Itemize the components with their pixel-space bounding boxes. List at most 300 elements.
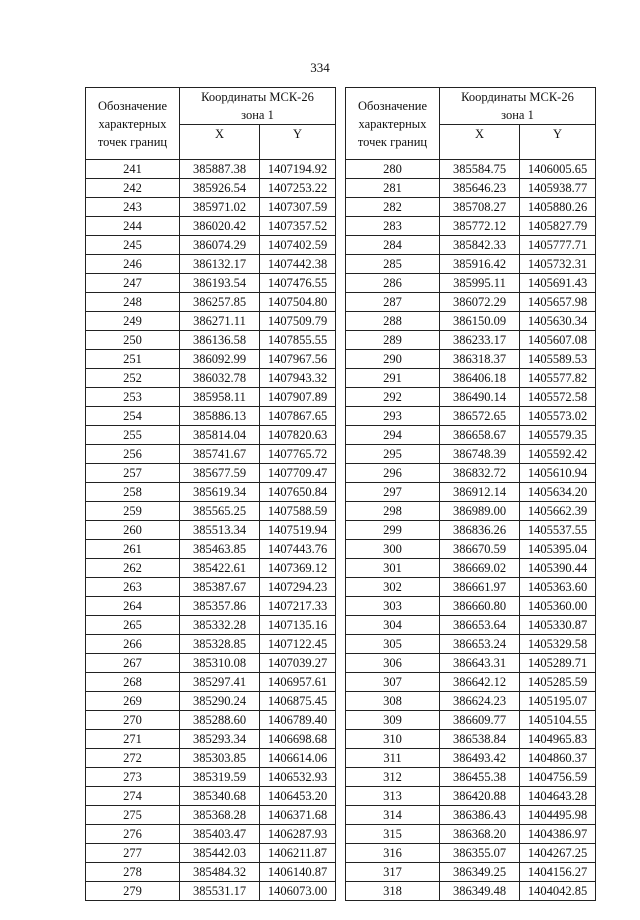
table-row <box>86 597 336 616</box>
x-coordinate-cell: 386020.42 <box>180 217 260 236</box>
right-table-body <box>346 160 596 901</box>
point-number-cell: 295 <box>346 445 440 464</box>
table-row <box>86 236 336 255</box>
table-row <box>86 198 336 217</box>
table-row <box>346 407 596 426</box>
x-coordinate-cell: 386643.31 <box>440 654 520 673</box>
point-number-cell: 311 <box>346 749 440 768</box>
table-row <box>346 293 596 312</box>
table-row <box>346 502 596 521</box>
point-number-cell: 299 <box>346 521 440 540</box>
y-coordinate-cell: 1407039.27 <box>260 654 336 673</box>
x-coordinate-cell: 386355.07 <box>440 844 520 863</box>
x-coordinate-cell: 386642.12 <box>440 673 520 692</box>
x-coordinate-cell: 385442.03 <box>180 844 260 863</box>
table-row <box>86 825 336 844</box>
point-number-cell: 247 <box>86 274 180 293</box>
point-number-cell: 272 <box>86 749 180 768</box>
point-number-cell: 248 <box>86 293 180 312</box>
point-number-cell: 260 <box>86 521 180 540</box>
y-coordinate-cell: 1405691.43 <box>520 274 596 293</box>
table-row <box>86 578 336 597</box>
table-row <box>86 635 336 654</box>
x-coordinate-cell: 386193.54 <box>180 274 260 293</box>
table-row <box>86 217 336 236</box>
point-number-cell: 273 <box>86 768 180 787</box>
x-coordinate-cell: 385310.08 <box>180 654 260 673</box>
x-coordinate-cell: 385887.38 <box>180 160 260 179</box>
x-coordinate-cell: 385332.28 <box>180 616 260 635</box>
x-coordinate-cell: 385422.61 <box>180 559 260 578</box>
x-coordinate-cell: 386455.38 <box>440 768 520 787</box>
table-row <box>86 806 336 825</box>
table-row <box>86 768 336 787</box>
y-coordinate-cell: 1405630.34 <box>520 312 596 331</box>
x-coordinate-cell: 386670.59 <box>440 540 520 559</box>
page-number: 334 <box>310 60 330 75</box>
point-number-cell: 246 <box>86 255 180 274</box>
point-number-cell: 306 <box>346 654 440 673</box>
x-coordinate-cell: 386836.26 <box>440 521 520 540</box>
point-number-cell: 309 <box>346 711 440 730</box>
table-row <box>346 863 596 882</box>
y-coordinate-cell: 1407588.59 <box>260 502 336 521</box>
point-number-cell: 315 <box>346 825 440 844</box>
point-number-cell: 279 <box>86 882 180 901</box>
point-number-cell: 305 <box>346 635 440 654</box>
y-coordinate-cell: 1405363.60 <box>520 578 596 597</box>
point-number-cell: 318 <box>346 882 440 901</box>
point-number-cell: 280 <box>346 160 440 179</box>
y-coordinate-cell: 1406371.68 <box>260 806 336 825</box>
table-row <box>346 768 596 787</box>
table-row <box>86 293 336 312</box>
y-coordinate-cell: 1407650.84 <box>260 483 336 502</box>
table-row <box>346 597 596 616</box>
y-coordinate-cell: 1406614.06 <box>260 749 336 768</box>
y-coordinate-cell: 1405573.02 <box>520 407 596 426</box>
table-row <box>346 388 596 407</box>
table-row <box>346 464 596 483</box>
point-number-cell: 249 <box>86 312 180 331</box>
y-coordinate-cell: 1405732.31 <box>520 255 596 274</box>
point-number-cell: 255 <box>86 426 180 445</box>
y-coordinate-cell: 1407765.72 <box>260 445 336 464</box>
point-number-cell: 287 <box>346 293 440 312</box>
x-column-header: X <box>440 125 520 160</box>
point-number-cell: 289 <box>346 331 440 350</box>
x-coordinate-cell: 385288.60 <box>180 711 260 730</box>
x-coordinate-cell: 385646.23 <box>440 179 520 198</box>
point-number-cell: 293 <box>346 407 440 426</box>
x-coordinate-cell: 385995.11 <box>440 274 520 293</box>
x-coordinate-cell: 385368.28 <box>180 806 260 825</box>
y-coordinate-cell: 1405285.59 <box>520 673 596 692</box>
y-coordinate-cell: 1405657.98 <box>520 293 596 312</box>
table-row <box>346 369 596 388</box>
x-coordinate-cell: 386349.48 <box>440 882 520 901</box>
table-row <box>86 255 336 274</box>
point-number-cell: 268 <box>86 673 180 692</box>
x-coordinate-cell: 386669.02 <box>440 559 520 578</box>
point-number-cell: 277 <box>86 844 180 863</box>
x-coordinate-cell: 385387.67 <box>180 578 260 597</box>
x-coordinate-cell: 386406.18 <box>440 369 520 388</box>
point-number-cell: 317 <box>346 863 440 882</box>
table-row <box>346 198 596 217</box>
table-row <box>86 654 336 673</box>
y-coordinate-cell: 1404756.59 <box>520 768 596 787</box>
table-row <box>86 502 336 521</box>
y-coordinate-cell: 1405592.42 <box>520 445 596 464</box>
point-number-cell: 263 <box>86 578 180 597</box>
y-coordinate-cell: 1405572.58 <box>520 388 596 407</box>
y-coordinate-cell: 1407369.12 <box>260 559 336 578</box>
point-number-cell: 261 <box>86 540 180 559</box>
point-number-cell: 294 <box>346 426 440 445</box>
x-column-header: X <box>180 125 260 160</box>
point-number-cell: 262 <box>86 559 180 578</box>
x-coordinate-cell: 386032.78 <box>180 369 260 388</box>
y-coordinate-cell: 1406789.40 <box>260 711 336 730</box>
x-coordinate-cell: 386150.09 <box>440 312 520 331</box>
x-coordinate-cell: 386074.29 <box>180 236 260 255</box>
y-coordinate-cell: 1405777.71 <box>520 236 596 255</box>
x-coordinate-cell: 385971.02 <box>180 198 260 217</box>
table-row <box>346 331 596 350</box>
table-row <box>346 825 596 844</box>
point-designation-header <box>86 88 180 160</box>
table-row <box>346 160 596 179</box>
x-coordinate-cell: 385916.42 <box>440 255 520 274</box>
table-row <box>346 217 596 236</box>
table-row <box>86 369 336 388</box>
table-row <box>86 711 336 730</box>
point-number-cell: 308 <box>346 692 440 711</box>
y-coordinate-cell: 1407519.94 <box>260 521 336 540</box>
x-coordinate-cell: 385293.34 <box>180 730 260 749</box>
header-line: характерных <box>98 116 167 131</box>
table-row <box>86 540 336 559</box>
table-row <box>346 179 596 198</box>
x-coordinate-cell: 385484.32 <box>180 863 260 882</box>
table-row <box>346 616 596 635</box>
coordinates-table-left <box>85 87 336 901</box>
x-coordinate-cell: 385814.04 <box>180 426 260 445</box>
table-row <box>346 882 596 901</box>
y-coordinate-cell: 1407217.33 <box>260 597 336 616</box>
header-line: зона 1 <box>501 108 534 122</box>
header-line: Координаты МСК-26 <box>461 90 574 104</box>
y-coordinate-cell: 1405390.44 <box>520 559 596 578</box>
y-coordinate-cell: 1407135.16 <box>260 616 336 635</box>
x-coordinate-cell: 386132.17 <box>180 255 260 274</box>
x-coordinate-cell: 386661.97 <box>440 578 520 597</box>
y-coordinate-cell: 1405634.20 <box>520 483 596 502</box>
table-row <box>86 692 336 711</box>
x-coordinate-cell: 386624.23 <box>440 692 520 711</box>
header-line: зона 1 <box>241 108 274 122</box>
x-coordinate-cell: 385357.86 <box>180 597 260 616</box>
table-row <box>86 464 336 483</box>
x-coordinate-cell: 386572.65 <box>440 407 520 426</box>
table-row <box>346 749 596 768</box>
x-coordinate-cell: 386420.88 <box>440 787 520 806</box>
x-coordinate-cell: 385584.75 <box>440 160 520 179</box>
point-number-cell: 266 <box>86 635 180 654</box>
table-row <box>86 312 336 331</box>
point-number-cell: 314 <box>346 806 440 825</box>
y-coordinate-cell: 1405662.39 <box>520 502 596 521</box>
y-coordinate-cell: 1407194.92 <box>260 160 336 179</box>
point-number-cell: 302 <box>346 578 440 597</box>
point-number-cell: 254 <box>86 407 180 426</box>
table-row <box>346 578 596 597</box>
point-number-cell: 297 <box>346 483 440 502</box>
coordinates-header <box>180 88 336 125</box>
x-coordinate-cell: 386658.67 <box>440 426 520 445</box>
x-coordinate-cell: 385677.59 <box>180 464 260 483</box>
left-table-body <box>86 160 336 901</box>
y-coordinate-cell: 1406532.93 <box>260 768 336 787</box>
y-coordinate-cell: 1407402.59 <box>260 236 336 255</box>
table-row <box>346 540 596 559</box>
point-number-cell: 281 <box>346 179 440 198</box>
y-coordinate-cell: 1405610.94 <box>520 464 596 483</box>
point-number-cell: 301 <box>346 559 440 578</box>
y-coordinate-cell: 1405537.55 <box>520 521 596 540</box>
y-coordinate-cell: 1407504.80 <box>260 293 336 312</box>
y-coordinate-cell: 1407307.59 <box>260 198 336 217</box>
y-coordinate-cell: 1406005.65 <box>520 160 596 179</box>
y-coordinate-cell: 1407443.76 <box>260 540 336 559</box>
point-number-cell: 270 <box>86 711 180 730</box>
x-coordinate-cell: 385463.85 <box>180 540 260 559</box>
y-coordinate-cell: 1407943.32 <box>260 369 336 388</box>
table-row <box>346 711 596 730</box>
point-number-cell: 256 <box>86 445 180 464</box>
y-coordinate-cell: 1407122.45 <box>260 635 336 654</box>
x-coordinate-cell: 385319.59 <box>180 768 260 787</box>
y-coordinate-cell: 1407820.63 <box>260 426 336 445</box>
x-coordinate-cell: 386490.14 <box>440 388 520 407</box>
table-row <box>346 483 596 502</box>
table-row <box>86 445 336 464</box>
table-row <box>86 331 336 350</box>
point-number-cell: 251 <box>86 350 180 369</box>
table-row <box>346 255 596 274</box>
point-number-cell: 242 <box>86 179 180 198</box>
x-coordinate-cell: 386386.43 <box>440 806 520 825</box>
y-coordinate-cell: 1405329.58 <box>520 635 596 654</box>
table-row <box>86 388 336 407</box>
table-row <box>346 236 596 255</box>
x-coordinate-cell: 386493.42 <box>440 749 520 768</box>
y-coordinate-cell: 1405880.26 <box>520 198 596 217</box>
point-number-cell: 250 <box>86 331 180 350</box>
y-coordinate-cell: 1407967.56 <box>260 350 336 369</box>
y-coordinate-cell: 1405577.82 <box>520 369 596 388</box>
y-coordinate-cell: 1405104.55 <box>520 711 596 730</box>
y-coordinate-cell: 1406140.87 <box>260 863 336 882</box>
point-number-cell: 290 <box>346 350 440 369</box>
table-row <box>346 673 596 692</box>
point-number-cell: 310 <box>346 730 440 749</box>
x-coordinate-cell: 385328.85 <box>180 635 260 654</box>
x-coordinate-cell: 385513.34 <box>180 521 260 540</box>
x-coordinate-cell: 385886.13 <box>180 407 260 426</box>
point-number-cell: 274 <box>86 787 180 806</box>
y-coordinate-cell: 1404965.83 <box>520 730 596 749</box>
y-coordinate-cell: 1405589.53 <box>520 350 596 369</box>
table-row <box>86 350 336 369</box>
y-coordinate-cell: 1405289.71 <box>520 654 596 673</box>
y-coordinate-cell: 1406698.68 <box>260 730 336 749</box>
x-coordinate-cell: 385565.25 <box>180 502 260 521</box>
table-row <box>86 521 336 540</box>
table-row <box>86 844 336 863</box>
table-row <box>346 559 596 578</box>
y-coordinate-cell: 1407476.55 <box>260 274 336 293</box>
y-coordinate-cell: 1407253.22 <box>260 179 336 198</box>
x-coordinate-cell: 386989.00 <box>440 502 520 521</box>
y-coordinate-cell: 1406957.61 <box>260 673 336 692</box>
header-line: Обозначение <box>97 98 168 113</box>
x-coordinate-cell: 385842.33 <box>440 236 520 255</box>
y-coordinate-cell: 1406875.45 <box>260 692 336 711</box>
table-row <box>346 635 596 654</box>
table-row <box>86 882 336 901</box>
x-coordinate-cell: 385340.68 <box>180 787 260 806</box>
point-number-cell: 283 <box>346 217 440 236</box>
x-coordinate-cell: 386318.37 <box>440 350 520 369</box>
point-number-cell: 307 <box>346 673 440 692</box>
x-coordinate-cell: 386912.14 <box>440 483 520 502</box>
y-coordinate-cell: 1405579.35 <box>520 426 596 445</box>
point-number-cell: 252 <box>86 369 180 388</box>
point-number-cell: 292 <box>346 388 440 407</box>
point-number-cell: 312 <box>346 768 440 787</box>
point-number-cell: 286 <box>346 274 440 293</box>
table-row <box>86 749 336 768</box>
point-number-cell: 276 <box>86 825 180 844</box>
point-number-cell: 284 <box>346 236 440 255</box>
x-coordinate-cell: 385403.47 <box>180 825 260 844</box>
point-number-cell: 264 <box>86 597 180 616</box>
point-number-cell: 291 <box>346 369 440 388</box>
point-number-cell: 278 <box>86 863 180 882</box>
table-row <box>346 350 596 369</box>
point-number-cell: 282 <box>346 198 440 217</box>
y-coordinate-cell: 1406073.00 <box>260 882 336 901</box>
table-row <box>346 844 596 863</box>
point-number-cell: 259 <box>86 502 180 521</box>
table-row <box>346 312 596 331</box>
x-coordinate-cell: 385531.17 <box>180 882 260 901</box>
y-coordinate-cell: 1404860.37 <box>520 749 596 768</box>
y-coordinate-cell: 1404156.27 <box>520 863 596 882</box>
point-number-cell: 241 <box>86 160 180 179</box>
y-coordinate-cell: 1407907.89 <box>260 388 336 407</box>
coordinates-header <box>440 88 596 125</box>
table-row <box>86 559 336 578</box>
point-number-cell: 288 <box>346 312 440 331</box>
x-coordinate-cell: 386368.20 <box>440 825 520 844</box>
point-number-cell: 244 <box>86 217 180 236</box>
point-number-cell: 304 <box>346 616 440 635</box>
point-number-cell: 313 <box>346 787 440 806</box>
table-row <box>86 160 336 179</box>
table-row <box>86 730 336 749</box>
x-coordinate-cell: 386233.17 <box>440 331 520 350</box>
point-number-cell: 303 <box>346 597 440 616</box>
coordinates-table-right <box>345 87 596 901</box>
x-coordinate-cell: 386538.84 <box>440 730 520 749</box>
table-row <box>346 787 596 806</box>
point-number-cell: 285 <box>346 255 440 274</box>
point-number-cell: 271 <box>86 730 180 749</box>
y-coordinate-cell: 1407709.47 <box>260 464 336 483</box>
x-coordinate-cell: 386748.39 <box>440 445 520 464</box>
x-coordinate-cell: 385926.54 <box>180 179 260 198</box>
point-designation-header <box>346 88 440 160</box>
table-row <box>346 426 596 445</box>
table-row <box>346 692 596 711</box>
y-coordinate-cell: 1407442.38 <box>260 255 336 274</box>
y-coordinate-cell: 1405330.87 <box>520 616 596 635</box>
y-coordinate-cell: 1404643.28 <box>520 787 596 806</box>
y-column-header: Y <box>260 125 336 160</box>
x-coordinate-cell: 386136.58 <box>180 331 260 350</box>
table-row <box>346 654 596 673</box>
x-coordinate-cell: 386072.29 <box>440 293 520 312</box>
y-coordinate-cell: 1404495.98 <box>520 806 596 825</box>
x-coordinate-cell: 386653.24 <box>440 635 520 654</box>
point-number-cell: 253 <box>86 388 180 407</box>
x-coordinate-cell: 385708.27 <box>440 198 520 217</box>
table-row <box>346 806 596 825</box>
point-number-cell: 298 <box>346 502 440 521</box>
x-coordinate-cell: 385619.34 <box>180 483 260 502</box>
table-row <box>86 274 336 293</box>
y-coordinate-cell: 1405195.07 <box>520 692 596 711</box>
x-coordinate-cell: 385303.85 <box>180 749 260 768</box>
y-coordinate-cell: 1405360.00 <box>520 597 596 616</box>
table-row <box>346 445 596 464</box>
point-number-cell: 265 <box>86 616 180 635</box>
y-coordinate-cell: 1405607.08 <box>520 331 596 350</box>
y-coordinate-cell: 1406211.87 <box>260 844 336 863</box>
header-line: характерных <box>358 116 427 131</box>
y-coordinate-cell: 1405395.04 <box>520 540 596 559</box>
table-row <box>86 179 336 198</box>
y-coordinate-cell: 1406453.20 <box>260 787 336 806</box>
x-coordinate-cell: 386653.64 <box>440 616 520 635</box>
table-row <box>86 787 336 806</box>
table-row <box>86 863 336 882</box>
point-number-cell: 245 <box>86 236 180 255</box>
y-coordinate-cell: 1404386.97 <box>520 825 596 844</box>
y-coordinate-cell: 1404267.25 <box>520 844 596 863</box>
x-coordinate-cell: 386257.85 <box>180 293 260 312</box>
y-coordinate-cell: 1406287.93 <box>260 825 336 844</box>
table-row <box>86 483 336 502</box>
y-column-header: Y <box>520 125 596 160</box>
header-line: Координаты МСК-26 <box>201 90 314 104</box>
point-number-cell: 316 <box>346 844 440 863</box>
table-row <box>86 673 336 692</box>
point-number-cell: 243 <box>86 198 180 217</box>
